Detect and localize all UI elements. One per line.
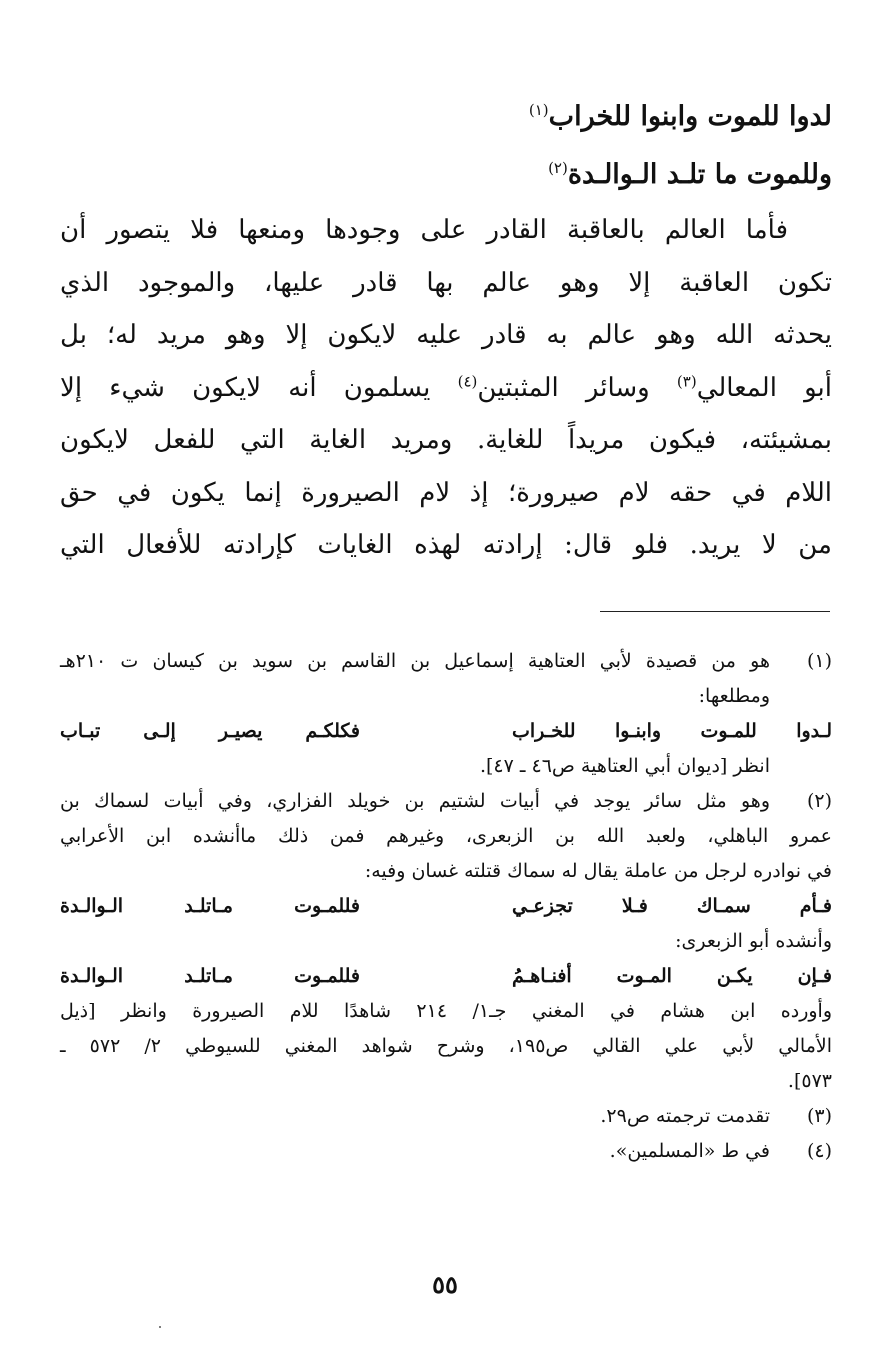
- footnote-number: (٢): [806, 790, 832, 812]
- footnote-line: الأمالي لأبي علي القالي ص١٩٥، وشرح شواهد المغني للسيوطي ٢/ ٥٧٢ ـ: [60, 1035, 832, 1057]
- footnote-ref-4: (٤): [457, 371, 478, 390]
- footnote-line: عمرو الباهلي، ولعبد الله بن الزبعرى، وغيرهم فمن ذلك ماأنشده ابن الأعرابي: [60, 825, 832, 847]
- footnote-line: ومطلعها:: [698, 685, 770, 707]
- poem-line-1-text: لدوا للموت وابنوا للخراب: [548, 101, 832, 132]
- verse-hemistich-2: فكلكـم يصيـر إلـى تبـاب: [60, 720, 360, 742]
- poem-block: [132, 88, 832, 204]
- footnote-line: في نوادره لرجل من عاملة يقال له سماك قتلته غسان وفيه:: [364, 860, 832, 882]
- verse-hemistich-2: فللمـوت مـاتلـد الـوالـدة: [60, 965, 360, 987]
- footnote-line: وأورده ابن هشام في المغني جـ١/ ٢١٤ شاهدًا للام الصيرورة وانظر [ذيل: [60, 1000, 832, 1022]
- main-line: بمشيئته، فيكون مريداً للغاية. ومريد الغاية التي للفعل لايكون: [60, 425, 832, 455]
- main-line-segment: أبو المعالي: [696, 372, 833, 403]
- footnote-line: وأنشده أبو الزبعرى:: [675, 930, 832, 952]
- footnote-ref-1: (١): [528, 101, 549, 119]
- poem-line-2: [132, 146, 832, 204]
- footnote-number: (٤): [806, 1140, 832, 1162]
- footnotes: [60, 644, 832, 1169]
- main-line-segment: وسائر المثبتين: [477, 372, 650, 403]
- footnote-verse: [60, 959, 832, 994]
- main-line: [60, 362, 832, 415]
- verse-hemistich-2: فللمـوت مـاتلـد الـوالـدة: [60, 895, 360, 917]
- footnote-line: في ط «المسلمين».: [609, 1140, 770, 1162]
- footnote-4: [60, 1134, 832, 1169]
- footnote-number: (٣): [806, 1105, 832, 1127]
- footnote-verse: [60, 714, 832, 749]
- poem-line-2-text: وللموت ما تلـد الـوالـدة: [567, 159, 832, 190]
- footnote-line: هو من قصيدة لأبي العتاهية إسماعيل بن القاسم بن سويد بن كيسان ت ٢١٠هـ: [60, 650, 770, 672]
- footnote-line: تقدمت ترجمته ص٢٩.: [600, 1105, 770, 1127]
- footnote-line: وهو مثل سائر يوجد في أبيات لشتيم بن خويلد الفزاري، وفي أبيات لسماك بن: [60, 790, 770, 812]
- footnote-number: (١): [806, 650, 832, 672]
- footnote-1: [60, 644, 832, 784]
- footnote-2-continued: [60, 819, 832, 1099]
- poem-line-1: [132, 88, 832, 146]
- verse-hemistich-1: لـدوا للمـوت وابنـوا للخـراب: [512, 720, 832, 742]
- verse-hemistich-1: فـإن يكـن المـوت أفنـاهـمُ: [512, 965, 832, 987]
- footnote-2: [60, 784, 832, 819]
- main-line: يحدثه الله وهو عالم به قادر عليه لايكون إلا وهو مريد له؛ بل: [60, 320, 832, 350]
- footnote-ref-3: (٣): [676, 371, 697, 390]
- main-line: اللام في حقه لام صيرورة؛ إذ لام الصيرورة إنما يكون في حق: [60, 477, 832, 508]
- footnote-verse: [60, 889, 832, 924]
- footnote-line: انظر [ديوان أبي العتاهية ص٤٦ ـ ٤٧].: [479, 755, 770, 777]
- page-number: ٥٥: [432, 1270, 458, 1299]
- verse-hemistich-1: فـأم سمـاك فـلا تجزعـي: [512, 895, 832, 917]
- main-line: فأما العالم بالعاقبة القادر على وجودها ومنعها فلا يتصور أن: [60, 215, 788, 245]
- footnote-separator: [600, 611, 830, 612]
- main-paragraph: [60, 204, 832, 572]
- main-line-segment: يسلمون أنه لايكون شيء إلا: [60, 372, 431, 403]
- scan-speck: [159, 1326, 161, 1328]
- main-line: تكون العاقبة إلا وهو عالم بها قادر عليها، والموجود الذي: [60, 267, 832, 298]
- footnote-ref-2: (٢): [548, 159, 568, 177]
- footnote-line: ٥٧٣].: [787, 1070, 832, 1092]
- main-line: من لا يريد. فلو قال: إرادته لهذه الغايات كإرادته للأفعال التي: [60, 530, 832, 560]
- footnote-3: [60, 1099, 832, 1134]
